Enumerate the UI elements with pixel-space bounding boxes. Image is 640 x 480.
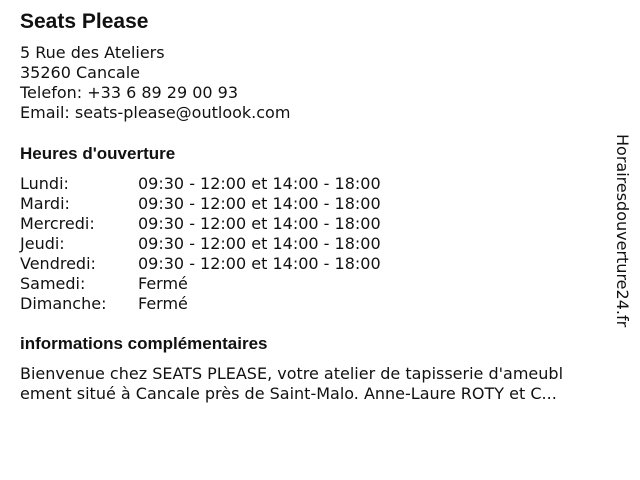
day-hours: Fermé: [138, 274, 188, 293]
day-hours: 09:30 - 12:00 et 14:00 - 18:00: [138, 234, 381, 253]
hours-heading: Heures d'ouverture: [20, 144, 176, 163]
description: [20, 364, 620, 404]
contact-block: [20, 43, 290, 123]
day-label: Samedi:: [20, 274, 86, 293]
day-hours: 09:30 - 12:00 et 14:00 - 18:00: [138, 174, 381, 193]
description-line1: Bienvenue chez SEATS PLEASE, votre atelier de tapisserie d'ameubl: [20, 364, 564, 383]
day-hours: Fermé: [138, 294, 188, 313]
hours-row-saturday: [20, 274, 440, 294]
email-line: Email: seats-please@outlook.com: [20, 103, 291, 122]
info-heading: informations complémentaires: [20, 334, 268, 353]
business-name: Seats Please: [20, 10, 149, 33]
day-label: Dimanche:: [20, 294, 107, 313]
day-label: Mercredi:: [20, 214, 95, 233]
watermark-text: Horairesdouverture24.fr: [613, 134, 632, 328]
address-line1: 5 Rue des Ateliers: [20, 43, 165, 62]
hours-row-thursday: [20, 234, 440, 254]
day-label: Mardi:: [20, 194, 70, 213]
hours-table: [20, 174, 440, 314]
phone-line: Telefon: +33 6 89 29 00 93: [20, 83, 239, 102]
address-line2: 35260 Cancale: [20, 63, 140, 82]
day-label: Vendredi:: [20, 254, 96, 273]
hours-row-monday: [20, 174, 440, 194]
day-hours: 09:30 - 12:00 et 14:00 - 18:00: [138, 194, 381, 213]
hours-row-tuesday: [20, 194, 440, 214]
hours-row-wednesday: [20, 214, 440, 234]
day-label: Lundi:: [20, 174, 69, 193]
day-hours: 09:30 - 12:00 et 14:00 - 18:00: [138, 254, 381, 273]
day-label: Jeudi:: [20, 234, 65, 253]
hours-row-friday: [20, 254, 440, 274]
site-watermark: [613, 134, 633, 344]
day-hours: 09:30 - 12:00 et 14:00 - 18:00: [138, 214, 381, 233]
description-line2: ement situé à Cancale près de Saint-Malo. Anne-Laure ROTY et C...: [20, 384, 557, 403]
hours-row-sunday: [20, 294, 440, 314]
